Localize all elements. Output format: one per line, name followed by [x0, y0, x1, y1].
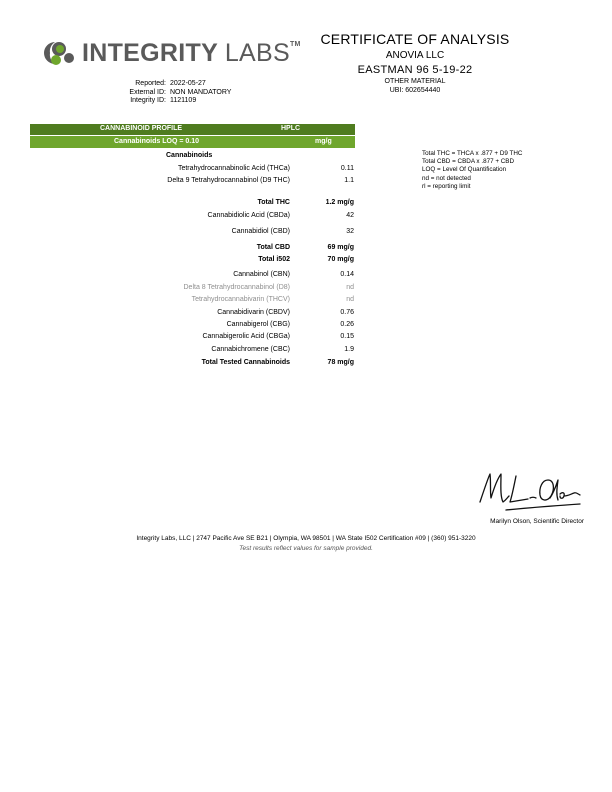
table-row-value: nd: [346, 284, 354, 291]
table-row-name: Cannabigerol (CBG): [226, 321, 290, 328]
table-row-name: Delta 9 Tetrahydrocannabinol (D9 THC): [167, 177, 290, 184]
loq-heading: Cannabinoids LOQ = 0.10: [114, 138, 199, 145]
total-i502-label: Total i502: [258, 256, 290, 263]
table-row-value: 0.76: [340, 309, 354, 316]
calculation-notes: [422, 150, 522, 191]
integrity-id-label: Integrity ID:: [130, 97, 166, 104]
document-title: CERTIFICATE OF ANALYSIS: [320, 31, 510, 47]
total-tested-label: Total Tested Cannabinoids: [201, 359, 290, 366]
total-cbd-value: 69 mg/g: [327, 244, 354, 251]
table-row-name: Cannabigerolic Acid (CBGa): [202, 333, 290, 340]
total-cbd-label: Total CBD: [256, 244, 290, 251]
note-line: Total CBD = CBDA x .877 + CBD: [422, 158, 515, 166]
total-thc-label: Total THC: [257, 199, 290, 206]
method-heading: HPLC: [281, 125, 301, 132]
table-row-value: 0.26: [340, 321, 354, 328]
note-line: Total THC = THCA x .877 + D9 THC: [422, 150, 523, 157]
total-tested-value: 78 mg/g: [327, 359, 354, 366]
signature-image: [476, 468, 584, 512]
table-row-value: 1.9: [344, 346, 354, 353]
external-id-label: External ID:: [129, 88, 166, 96]
integrity-id-value: 1121109: [170, 97, 197, 104]
note-line: rl = reporting limit: [422, 182, 471, 190]
note-line: LOQ = Level Of Quantification: [422, 166, 507, 174]
footer-address: Integrity Labs, LLC | 2747 Pacific Ave SE B21 | Olympia, WA 98501 | WA State I502 Certification #09 | (360) 951-3220: [136, 535, 476, 542]
table-row-name: Cannabidiol (CBD): [231, 228, 290, 235]
table-subheader: [30, 136, 355, 148]
logo-trademark: TM: [289, 41, 301, 48]
profile-heading: CANNABINOID PROFILE: [100, 125, 183, 132]
total-thc-value: 1.2 mg/g: [325, 199, 354, 206]
table-row-value: 1.1: [344, 177, 354, 184]
table-row-name: Tetrahydrocannabinolic Acid (THCa): [177, 165, 290, 172]
logo-brand-light: LABS: [224, 39, 290, 67]
reported-label: Reported:: [135, 80, 166, 87]
note-line: nd = not detected: [422, 174, 471, 182]
integrity-labs-logo-icon: [40, 38, 76, 68]
table-row-value: 0.14: [340, 271, 354, 278]
total-i502-value: 70 mg/g: [327, 256, 354, 263]
table-row-name: Delta 8 Tetrahydrocannabinol (D8): [183, 284, 290, 291]
table-header: [30, 124, 355, 135]
ubi-number: UBI: 602654440: [389, 87, 441, 94]
table-row-name: Tetrahydrocannabivarin (THCV): [191, 296, 290, 303]
unit-heading: mg/g: [315, 138, 332, 145]
table-row-value: 0.11: [340, 165, 354, 172]
logo-wordmark: [82, 39, 301, 68]
reported-value: 2022-05-27: [170, 80, 206, 87]
table-row-name: Cannabichromene (CBC): [211, 346, 290, 353]
sample-type: OTHER MATERIAL: [384, 78, 446, 85]
table-row-value: 42: [346, 212, 354, 219]
sample-name: EASTMAN 96 5-19-22: [357, 64, 473, 76]
table-row-value: 32: [346, 228, 354, 235]
external-id-value: NON MANDATORY: [170, 88, 232, 96]
table-row-name: Cannabinol (CBN): [233, 271, 290, 278]
table-row-value: 0.15: [340, 333, 354, 340]
table-row-name: Cannabidiolic Acid (CBDa): [207, 212, 290, 219]
client-company: ANOVIA LLC: [385, 50, 445, 61]
footer-disclaimer: Test results reflect values for sample provided.: [239, 545, 373, 552]
table-row-name: Cannabidivarin (CBDV): [217, 309, 290, 316]
section-heading: Cannabinoids: [166, 152, 213, 159]
signatory-name: Marilyn Olson, Scientific Director: [490, 518, 584, 525]
logo-brand-bold: INTEGRITY: [82, 39, 218, 67]
table-row-value: nd: [346, 296, 354, 303]
